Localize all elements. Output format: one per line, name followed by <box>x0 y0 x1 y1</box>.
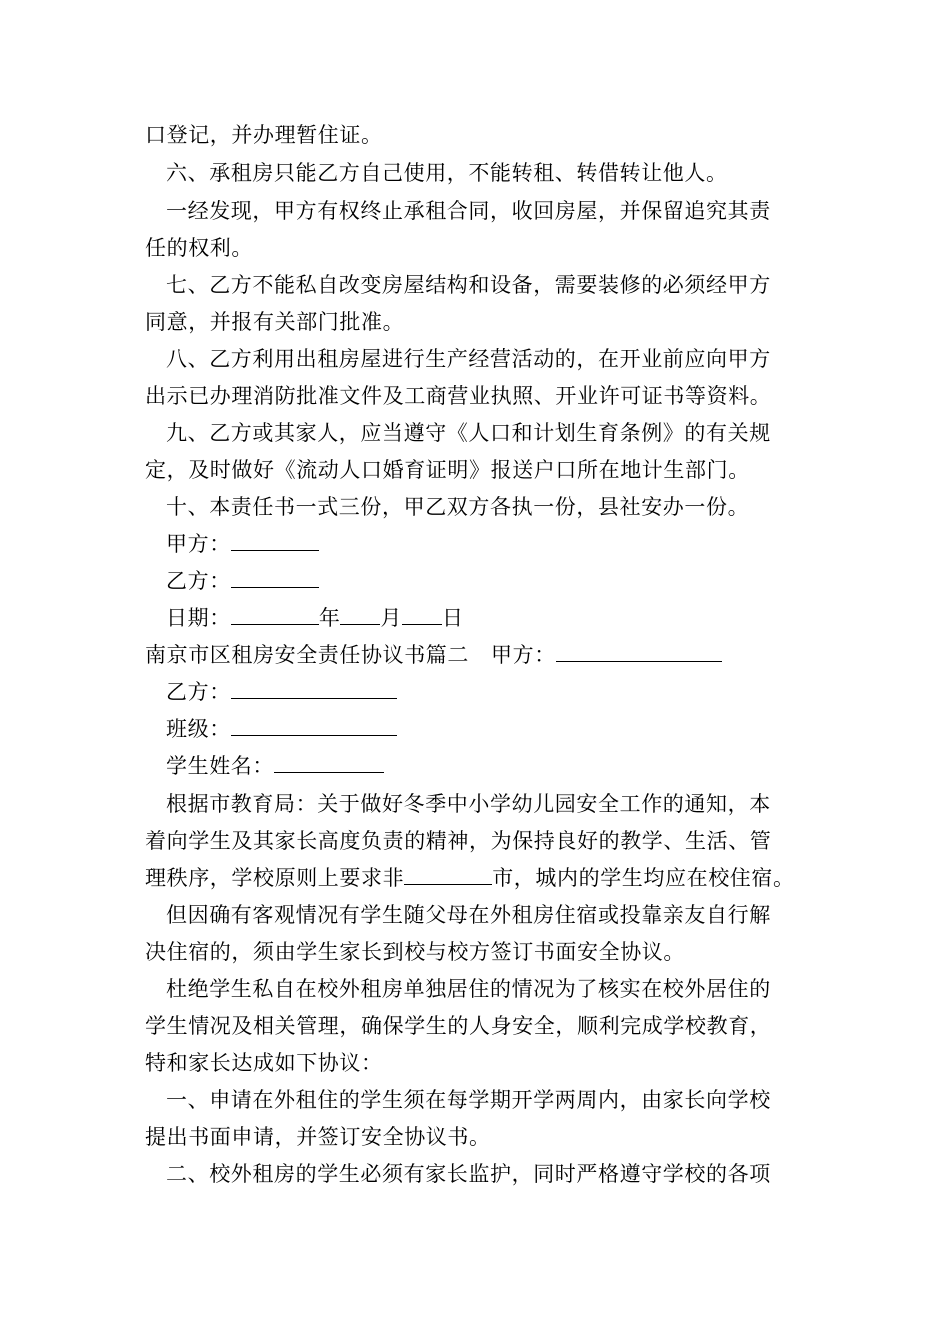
text-line: 一经发现，甲方有权终止承租合同，收回房屋，并保留追究其责 <box>166 199 771 223</box>
text-line: 同意，并报有关部门批准。 <box>145 310 405 334</box>
class-label: 班级： <box>166 717 231 741</box>
class-line <box>0 716 950 742</box>
section2-party-b-blank[interactable] <box>231 679 397 699</box>
text-line: 二、校外租房的学生必须有家长监护，同时严格遵守学校的各项 <box>166 1162 771 1186</box>
text-line: 杜绝学生私自在校外租房单独居住的情况为了核实在校外居住的 <box>166 977 771 1001</box>
section2-party-b-label: 乙方： <box>166 680 231 704</box>
text-line: 十、本责任书一式三份，甲乙双方各执一份，县社安办一份。 <box>166 495 750 519</box>
text-line: 出示已办理消防批准文件及工商营业执照、开业许可证书等资料。 <box>145 384 772 408</box>
year-label: 年 <box>318 606 341 630</box>
student-name-label: 学生姓名： <box>166 754 274 778</box>
class-blank[interactable] <box>231 716 397 736</box>
student-name-blank[interactable] <box>274 753 384 773</box>
city-blank[interactable] <box>404 865 492 885</box>
section2-party-a-blank[interactable] <box>556 642 722 662</box>
text-line: 八、乙方利用出租房屋进行生产经营活动的，在开业前应向甲方 <box>166 347 771 371</box>
text-line: 决住宿的，须由学生家长到校与校方签订书面安全协议。 <box>145 940 685 964</box>
text-line <box>0 865 950 891</box>
text-line: 根据市教育局：关于做好冬季中小学幼儿园安全工作的通知，本 <box>166 792 771 816</box>
text-segment: 理秩序，学校原则上要求非 <box>145 866 405 890</box>
text-line: 提出书面申请，并签订安全协议书。 <box>145 1125 491 1149</box>
text-line: 特和家长达成如下协议： <box>145 1051 383 1075</box>
date-line <box>0 605 950 631</box>
year-blank[interactable] <box>231 605 319 625</box>
text-line: 一、申请在外租住的学生须在每学期开学两周内，由家长向学校 <box>166 1088 771 1112</box>
text-line: 着向学生及其家长高度负责的精神，为保持良好的教学、生活、管 <box>145 829 772 853</box>
day-label: 日 <box>442 606 464 630</box>
text-line: 七、乙方不能私自改变房屋结构和设备，需要装修的必须经甲方 <box>166 273 771 297</box>
text-line: 定，及时做好《流动人口婚育证明》报送户口所在地计生部门。 <box>145 458 750 482</box>
section2-heading-line <box>0 642 950 668</box>
student-name-line <box>0 753 950 779</box>
text-line: 学生情况及相关管理，确保学生的人身安全，顺利完成学校教育， <box>145 1014 772 1038</box>
text-line: 但因确有客观情况有学生随父母在外租房住宿或投靠亲友自行解 <box>166 903 771 927</box>
party-b-signature-line <box>0 568 950 594</box>
date-label: 日期： <box>166 606 231 630</box>
month-blank[interactable] <box>340 605 380 625</box>
party-a-blank[interactable] <box>231 531 319 551</box>
text-line: 口登记，并办理暂住证。 <box>145 123 383 147</box>
text-segment: 市，城内的学生均应在校住宿。 <box>492 866 795 890</box>
section2-heading: 南京市区租房安全责任协议书篇二 <box>145 643 469 667</box>
party-b-label: 乙方： <box>166 569 231 593</box>
party-a-signature-line <box>0 531 950 557</box>
section2-party-b-line <box>0 679 950 705</box>
text-line: 六、承租房只能乙方自己使用，不能转租、转借转让他人。 <box>166 161 728 185</box>
text-line: 任的权利。 <box>145 236 253 260</box>
section2-party-a-label: 甲方： <box>491 643 556 667</box>
party-a-label: 甲方： <box>166 532 231 556</box>
day-blank[interactable] <box>402 605 442 625</box>
party-b-blank[interactable] <box>231 568 319 588</box>
text-line: 九、乙方或其家人，应当遵守《人口和计划生育条例》的有关规 <box>166 421 771 445</box>
month-label: 月 <box>380 606 403 630</box>
